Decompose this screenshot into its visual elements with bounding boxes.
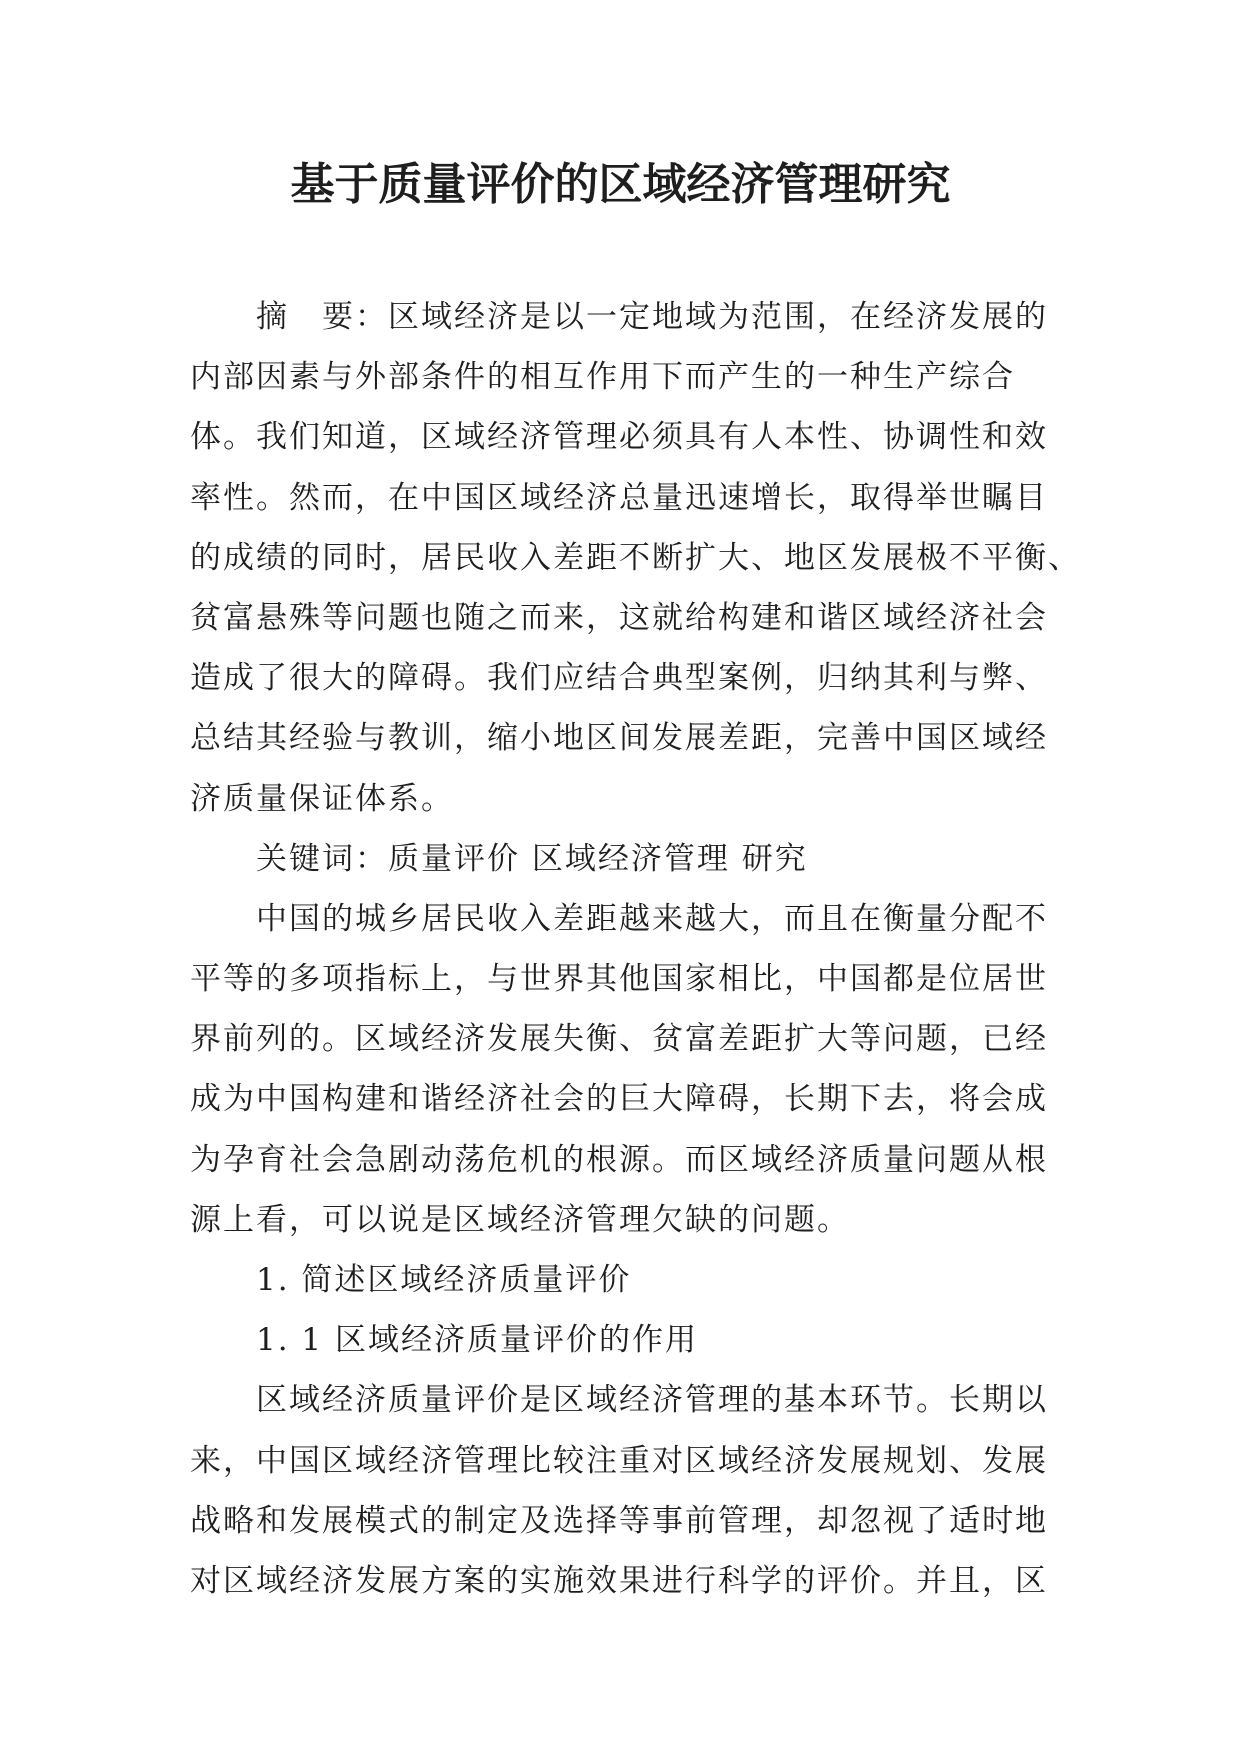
abstract-line: 济质量保证体系。 (190, 780, 454, 817)
abstract-line: 内部因素与外部条件的相互作用下而产生的一种生产综合 (190, 359, 1015, 396)
abstract-line: 造成了很大的障碍。我们应结合典型案例，归纳其利与弊、 (190, 660, 1048, 697)
abstract-line: 总结其经验与教训，缩小地区间发展差距，完善中国区域经 (190, 720, 1048, 757)
paragraph-line: 平等的多项指标上，与世界其他国家相比，中国都是位居世 (190, 961, 1048, 998)
paragraph-line: 源上看，可以说是区域经济管理欠缺的问题。 (190, 1201, 850, 1238)
paragraph-line: 区域经济质量评价是区域经济管理的基本环节。长期以 (256, 1382, 1048, 1419)
abstract-line: 率性。然而，在中国区域经济总量迅速增长，取得举世瞩目 (190, 479, 1048, 516)
abstract-line: 体。我们知道，区域经济管理必须具有人本性、协调性和效 (190, 419, 1048, 456)
abstract-line: 摘 要：区域经济是以一定地域为范围，在经济发展的 (256, 299, 1048, 335)
subsection-heading: 1. 1 区域经济质量评价的作用 (256, 1322, 699, 1359)
paragraph-line: 中国的城乡居民收入差距越来越大，而且在衡量分配不 (256, 900, 1048, 937)
abstract-line: 的成绩的同时，居民收入差距不断扩大、地区发展极不平衡、 (190, 539, 1081, 576)
paragraph-line: 界前列的。区域经济发展失衡、贫富差距扩大等问题，已经 (190, 1021, 1048, 1058)
section-heading: 1. 简述区域经济质量评价 (256, 1262, 632, 1298)
keywords-line: 关键词：质量评价 区域经济管理 研究 (256, 840, 808, 877)
paragraph-line: 战略和发展模式的制定及选择等事前管理，却忽视了适时地 (190, 1502, 1048, 1539)
abstract-line: 贫富悬殊等问题也随之而来，这就给构建和谐区域经济社会 (190, 599, 1048, 636)
paragraph-line: 来，中国区域经济管理比较注重对区域经济发展规划、发展 (190, 1442, 1048, 1479)
document-body (190, 287, 1081, 1611)
paragraph-line: 成为中国构建和谐经济社会的巨大障碍，长期下去，将会成 (190, 1081, 1048, 1118)
paragraph-line: 对区域经济发展方案的实施效果进行科学的评价。并且，区 (190, 1562, 1048, 1599)
document-title: 基于质量评价的区域经济管理研究 (290, 159, 951, 210)
paragraph-line: 为孕育社会急剧动荡危机的根源。而区域经济质量问题从根 (190, 1141, 1048, 1178)
